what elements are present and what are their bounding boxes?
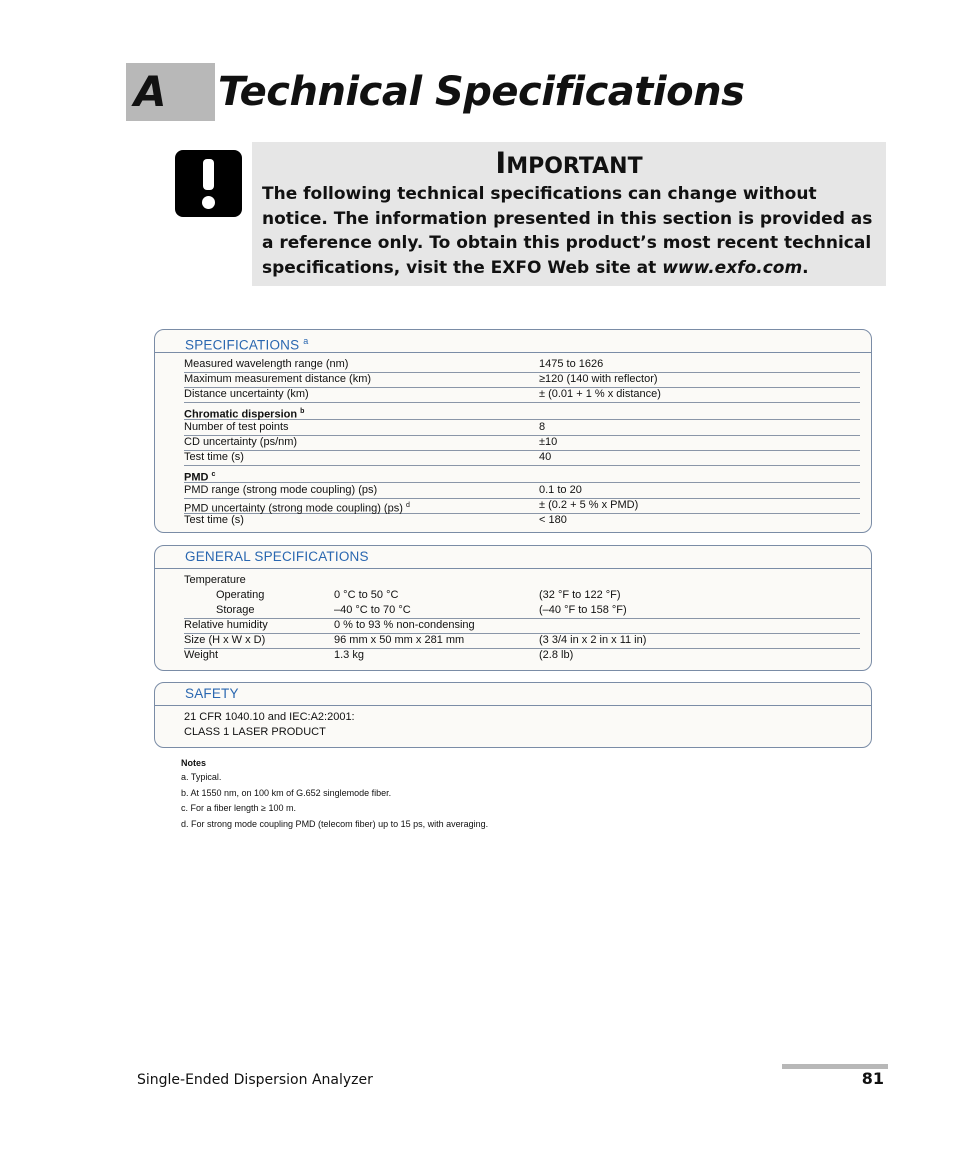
safety-line: 21 CFR 1040.10 and IEC:A2:2001:: [184, 711, 355, 723]
safety-title: SAFETY: [185, 686, 239, 701]
general-row: Relative humidity 0 % to 93 % non-condensing: [184, 618, 860, 634]
spec-row: Distance uncertainty (km) ± (0.01 + 1 % x distance): [184, 387, 860, 403]
general-specifications-title: GENERAL SPECIFICATIONS: [185, 549, 369, 564]
important-text: The following technical specifications can change without notice. The information presented in this section is provided as a reference only. To obtain this product’s most recent technical specifications, visit the EXFO Web site at www.exfo.com.: [262, 184, 873, 278]
chapter-letter: A: [134, 67, 167, 116]
general-row: Storage –40 °C to 70 °C (–40 °F to 158 °F): [184, 603, 860, 619]
safety-card: [154, 682, 872, 748]
note-item: b. At 1550 nm, on 100 km of G.652 singlemode fiber.: [181, 787, 392, 798]
note-item: d. For strong mode coupling PMD (telecom fiber) up to 15 ps, with averaging.: [181, 818, 489, 829]
general-row: Operating 0 °C to 50 °C (32 °F to 122 °F): [216, 589, 621, 601]
spec-row: CD uncertainty (ps/nm) ±10: [184, 435, 860, 451]
important-title: IMPORTANT: [495, 146, 643, 180]
general-specifications-card: [154, 545, 872, 671]
page-number: 81: [861, 1069, 884, 1088]
exclamation-icon: [175, 150, 242, 217]
notes-section: [181, 756, 488, 832]
spec-row: Test time (s) < 180: [184, 514, 567, 526]
spec-group-heading: PMD $^c$: [184, 467, 860, 483]
spec-row: Maximum measurement distance (km) ≥120 (140 with reflector): [184, 372, 860, 388]
general-row: Temperature: [184, 574, 246, 586]
spec-row: PMD uncertainty (strong mode coupling) (ps) $^d$ ± (0.2 + 5 % x PMD): [184, 498, 860, 514]
footer-document-title: Single-Ended Dispersion Analyzer: [137, 1072, 373, 1088]
note-item: a. Typical.: [181, 772, 222, 782]
notes-heading: Notes: [181, 758, 207, 768]
page-title: Technical Specifications: [218, 69, 745, 115]
spec-row: Number of test points 8: [184, 420, 860, 436]
important-notice: [252, 142, 886, 286]
specifications-card: [154, 329, 872, 533]
general-row: Weight 1.3 kg (2.8 lb): [184, 649, 574, 661]
safety-line: CLASS 1 LASER PRODUCT: [184, 726, 326, 738]
specifications-title: SPECIFICATIONS $^a$: [185, 336, 309, 353]
spec-row: Test time (s) 40: [184, 450, 860, 466]
general-row: Size (H x W x D) 96 mm x 50 mm x 281 mm (3 3/4 in x 2 in x 11 in): [184, 633, 860, 649]
exfo-website-link[interactable]: www.exfo.com: [662, 257, 803, 278]
spec-row: PMD range (strong mode coupling) (ps) 0.1 to 20: [184, 483, 860, 499]
note-item: c. For a fiber length ≥ 100 m.: [181, 803, 296, 813]
spec-row: Measured wavelength range (nm) 1475 to 1626: [184, 357, 860, 373]
spec-group-heading: Chromatic dispersion $^b$: [184, 404, 860, 420]
